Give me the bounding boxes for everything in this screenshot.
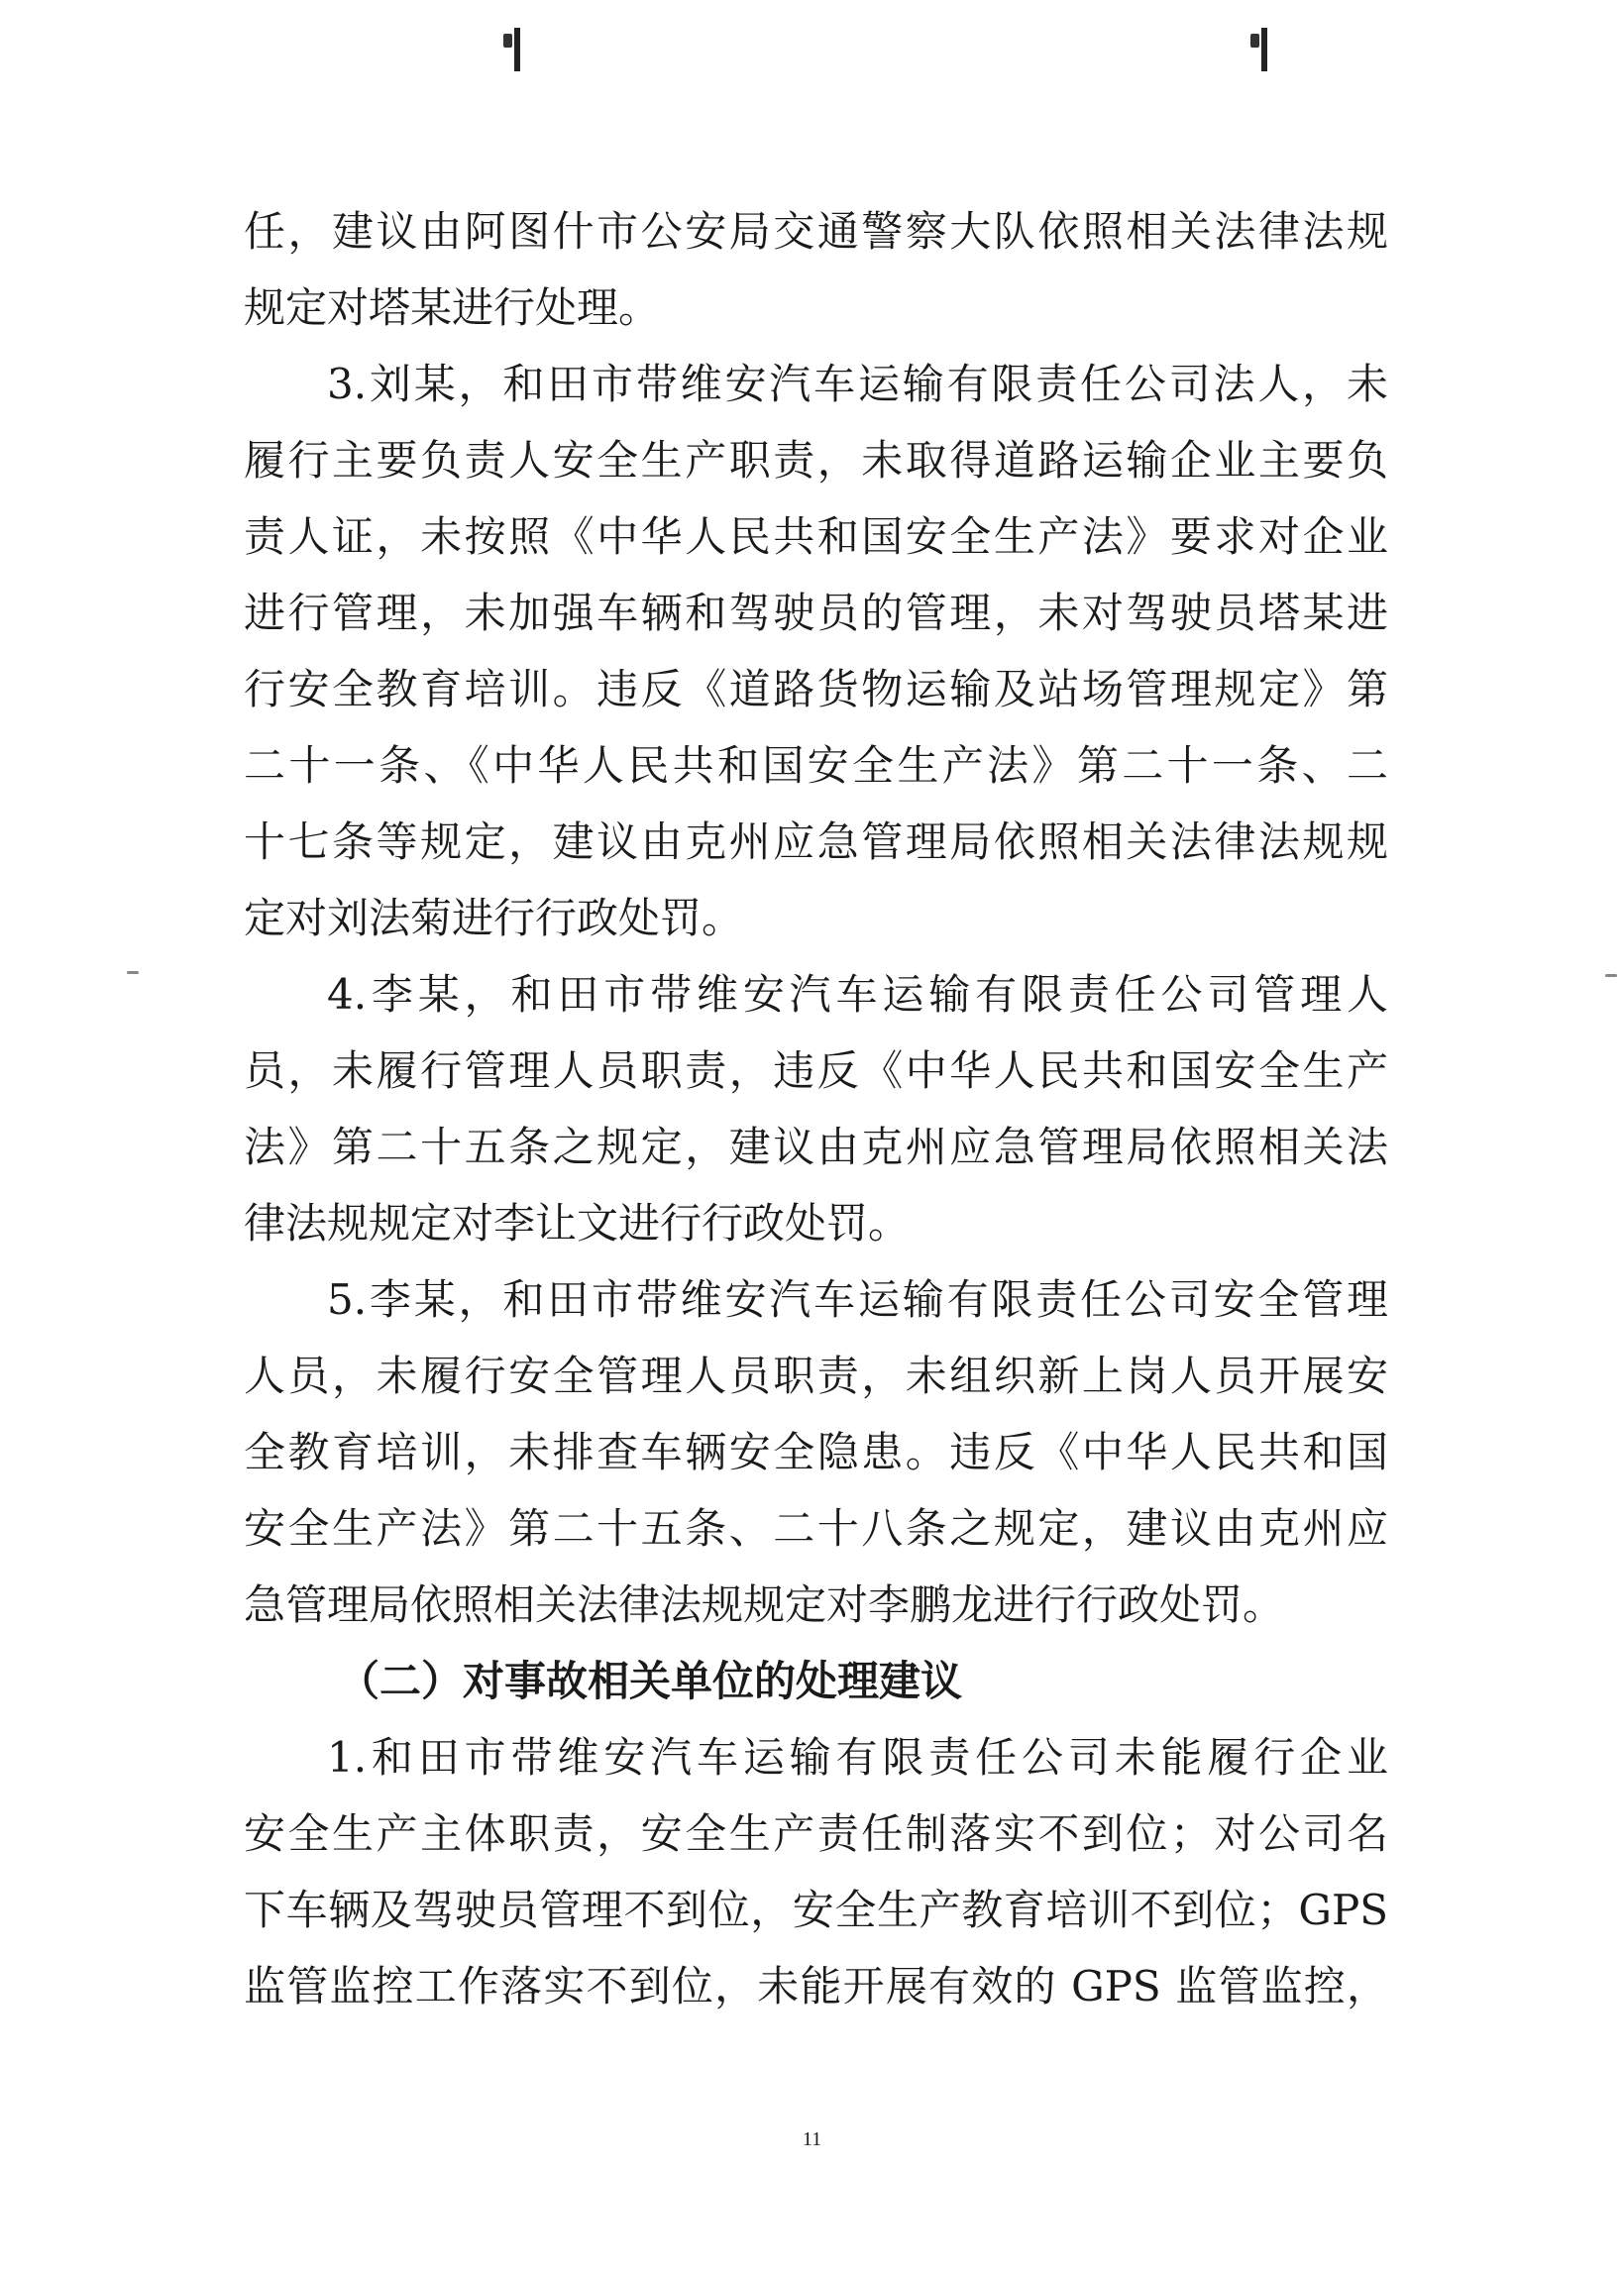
paragraph-line: 进行管理，未加强车辆和驾驶员的管理，未对驾驶员塔某进	[244, 589, 1388, 637]
paragraph-line: 安全生产法》第二十五条、二十八条之规定，建议由克州应	[244, 1504, 1388, 1553]
section-heading: （二）对事故相关单位的处理建议	[338, 1657, 963, 1705]
paragraph-line: 律法规规定对李让文进行行政处罚。	[244, 1199, 911, 1248]
page-number: 11	[802, 2128, 822, 2150]
binding-mark-left	[514, 28, 520, 71]
paragraph-line: 全教育培训，未排查车辆安全隐患。违反《中华人民共和国	[244, 1428, 1388, 1476]
paragraph-line: 定对刘法菊进行行政处罚。	[244, 894, 744, 942]
paragraph-line: 员，未履行管理人员职责，违反《中华人民共和国安全生产	[244, 1046, 1388, 1095]
paragraph-line: 行安全教育培训。违反《道路货物运输及站场管理规定》第	[244, 665, 1388, 713]
paragraph-line: 规定对塔某进行处理。	[244, 283, 661, 332]
paragraph-line: 急管理局依照相关法律法规规定对李鹏龙进行行政处罚。	[244, 1580, 1285, 1629]
paragraph-line: 3.刘某，和田市带维安汽车运输有限责任公司法人，未	[327, 360, 1388, 408]
paragraph-line: 5.李某，和田市带维安汽车运输有限责任公司安全管理	[327, 1275, 1388, 1324]
paragraph-line: 十七条等规定，建议由克州应急管理局依照相关法律法规规	[244, 817, 1388, 866]
scan-speck-right	[1605, 974, 1617, 977]
paragraph-line: 履行主要负责人安全生产职责，未取得道路运输企业主要负	[244, 436, 1388, 485]
paragraph-line: 人员，未履行安全管理人员职责，未组织新上岗人员开展安	[244, 1352, 1388, 1400]
paragraph-line: 法》第二十五条之规定，建议由克州应急管理局依照相关法	[244, 1123, 1388, 1171]
scan-speck-left	[127, 971, 139, 974]
paragraph-line: 下车辆及驾驶员管理不到位，安全生产教育培训不到位；GPS	[244, 1886, 1388, 1934]
paragraph-line: 1.和田市带维安汽车运输有限责任公司未能履行企业	[327, 1733, 1388, 1782]
paragraph-line: 任，建议由阿图什市公安局交通警察大队依照相关法律法规	[244, 207, 1388, 256]
paragraph-line: 责人证，未按照《中华人民共和国安全生产法》要求对企业	[244, 512, 1388, 561]
body-text	[244, 193, 1388, 2024]
paragraph-line: 安全生产主体职责，安全生产责任制落实不到位；对公司名	[244, 1809, 1388, 1858]
paragraph-line: 4.李某，和田市带维安汽车运输有限责任公司管理人	[327, 970, 1388, 1019]
binding-mark-right	[1261, 28, 1267, 71]
paragraph-line: 监管监控工作落实不到位，未能开展有效的 GPS 监管监控，	[244, 1962, 1388, 2010]
paragraph-line: 二十一条、《中华人民共和国安全生产法》第二十一条、二	[244, 741, 1388, 790]
